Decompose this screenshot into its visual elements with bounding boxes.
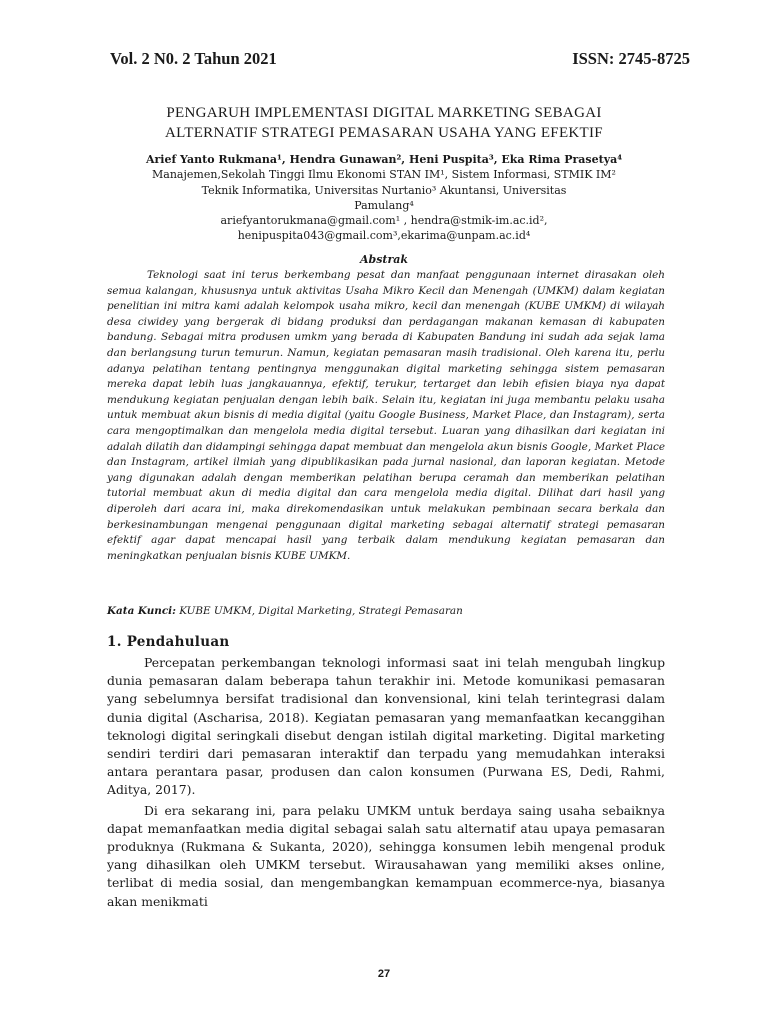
title-line-2: ALTERNATIF STRATEGI PEMASARAN USAHA YANG EFEKTIF: [165, 125, 603, 141]
abstract-heading: Abstrak: [359, 253, 409, 266]
affiliation-line-2: Teknik Informatika, Universitas Nurtanio³ Akuntansi, Universitas: [201, 183, 567, 197]
page-number: 27: [377, 968, 391, 980]
journal-header: [110, 49, 690, 69]
title-line-1: PENGARUH IMPLEMENTASI DIGITAL MARKETING SEBAGAI: [166, 105, 602, 121]
author-block: [40, 152, 728, 244]
keywords-label: Kata Kunci:: [107, 605, 176, 617]
section-body: [107, 654, 665, 913]
abstract-text: Teknologi saat ini terus berkembang pesat dan manfaat penggunaan internet dirasakan oleh semua kalangan, khususnya untuk aktivitas Usaha Mikro Kecil dan Menengah (UMKM) dalam kegiatan penelitian ini mitra kami adalah kelompok usaha mikro, kecil dan menengah (KUBE UMKM) di wilayah desa ciwidey yang bergerak di bidang produksi dan perdagangan makanan kemasan di kabupaten bandung. Sebagai mitra produsen umkm yang berada di Kabupaten Bandung ini sudah ada sejak lama dan berlangsung turun temurun. Namun, kegiatan pemasaran masih tradisional. Oleh karena itu, perlu adanya pelatihan tentang pentingnya menggunakan digital marketing sehingga sistem pemasaran mereka dapat lebih luas jangkauannya, efektif, terukur, tertarget dan lebih efisien biaya nya dapat mendukung kegiatan penjualan dengan lebih baik. Selain itu, kegiatan ini juga membantu pelaku usaha untuk membuat akun bisnis di media digital (yaitu Google Business, Market Place, dan Instagram), serta cara mengoptimalkan dan mengelola media digital tersebut. Luaran yang dihasilkan dari kegiatan ini adalah dilatih dan didampingi sehingga dapat membuat dan mengelola akun bisnis Google, Market Place dan Instagram, artikel ilmiah yang dipublikasikan pada jurnal nasional, dan laporan kegiatan. Metode yang digunakan adalah dengan memberikan pelatihan berupa ceramah dan memberikan pelatihan tutorial membuat akun di media digital dan cara mengelola media digital. Dilihat dari hasil yang diperoleh dari acara ini, maka direkomendasikan untuk melakukan pembinaan secara berkala dan berkesinambungan mengenai penggunaan digital marketing sebagai alternatif strategi pemasaran efektif agar dapat mencapai hasil yang terbaik dalam mendukung kegiatan pemasaran dan meningkatkan penjualan bisnis KUBE UMKM.: [107, 269, 665, 562]
keywords-value: KUBE UMKM, Digital Marketing, Strategi Pemasaran: [175, 605, 463, 617]
section-heading: 1. Pendahuluan: [107, 634, 230, 650]
affiliation-line-1: Manajemen,Sekolah Tinggi Ilmu Ekonomi STAN IM¹, Sistem Informasi, STMIK IM²: [152, 168, 616, 182]
paper-title: [60, 103, 708, 143]
paragraph-2: Di era sekarang ini, para pelaku UMKM untuk berdaya saing usaha sebaiknya dapat memanfaatkan media digital sebagai salah satu alternatif atau upaya pemasaran produknya (Rukmana & Sukanta, 2020), sehingga konsumen lebih mengenal produk yang dihasilkan oleh UMKM tersebut. Wirausahawan yang memiliki akses online, terlibat di media sosial, dan mengembangkan kemampuan ecommerce-nya, biasanya akan menikmati: [107, 802, 665, 909]
abstract-body: [107, 268, 665, 564]
affiliation-line-3: Pamulang⁴: [354, 198, 414, 212]
keywords: [107, 605, 667, 617]
email-line-2: henipuspita043@gmail.com³,ekarima@unpam.ac.id⁴: [237, 229, 531, 243]
author-names: Arief Yanto Rukmana¹, Hendra Gunawan², Heni Puspita³, Eka Rima Prasetya⁴: [145, 153, 623, 166]
issn-label: ISSN: 2745-8725: [572, 49, 690, 68]
volume-label: Vol. 2 N0. 2 Tahun 2021: [110, 49, 277, 68]
email-line-1: ariefyantorukmana@gmail.com¹ , hendra@stmik-im.ac.id²,: [220, 214, 548, 228]
paragraph-1: Percepatan perkembangan teknologi informasi saat ini telah mengubah lingkup dunia pemasaran dalam beberapa tahun terakhir ini. Metode komunikasi pemasaran yang sebelumnya bersifat tradisional dan konvensional, kini telah terintegrasi dalam dunia digital (Ascharisa, 2018). Kegiatan pemasaran yang memanfaatkan kecanggihan teknologi digital seringkali disebut dengan istilah digital marketing. Digital marketing sendiri terdiri dari pemasaran interaktif dan terpadu yang memudahkan interaksi antara perantara pasar, produsen dan calon konsumen (Purwana ES, Dedi, Rahmi, Aditya, 2017).: [107, 655, 665, 798]
